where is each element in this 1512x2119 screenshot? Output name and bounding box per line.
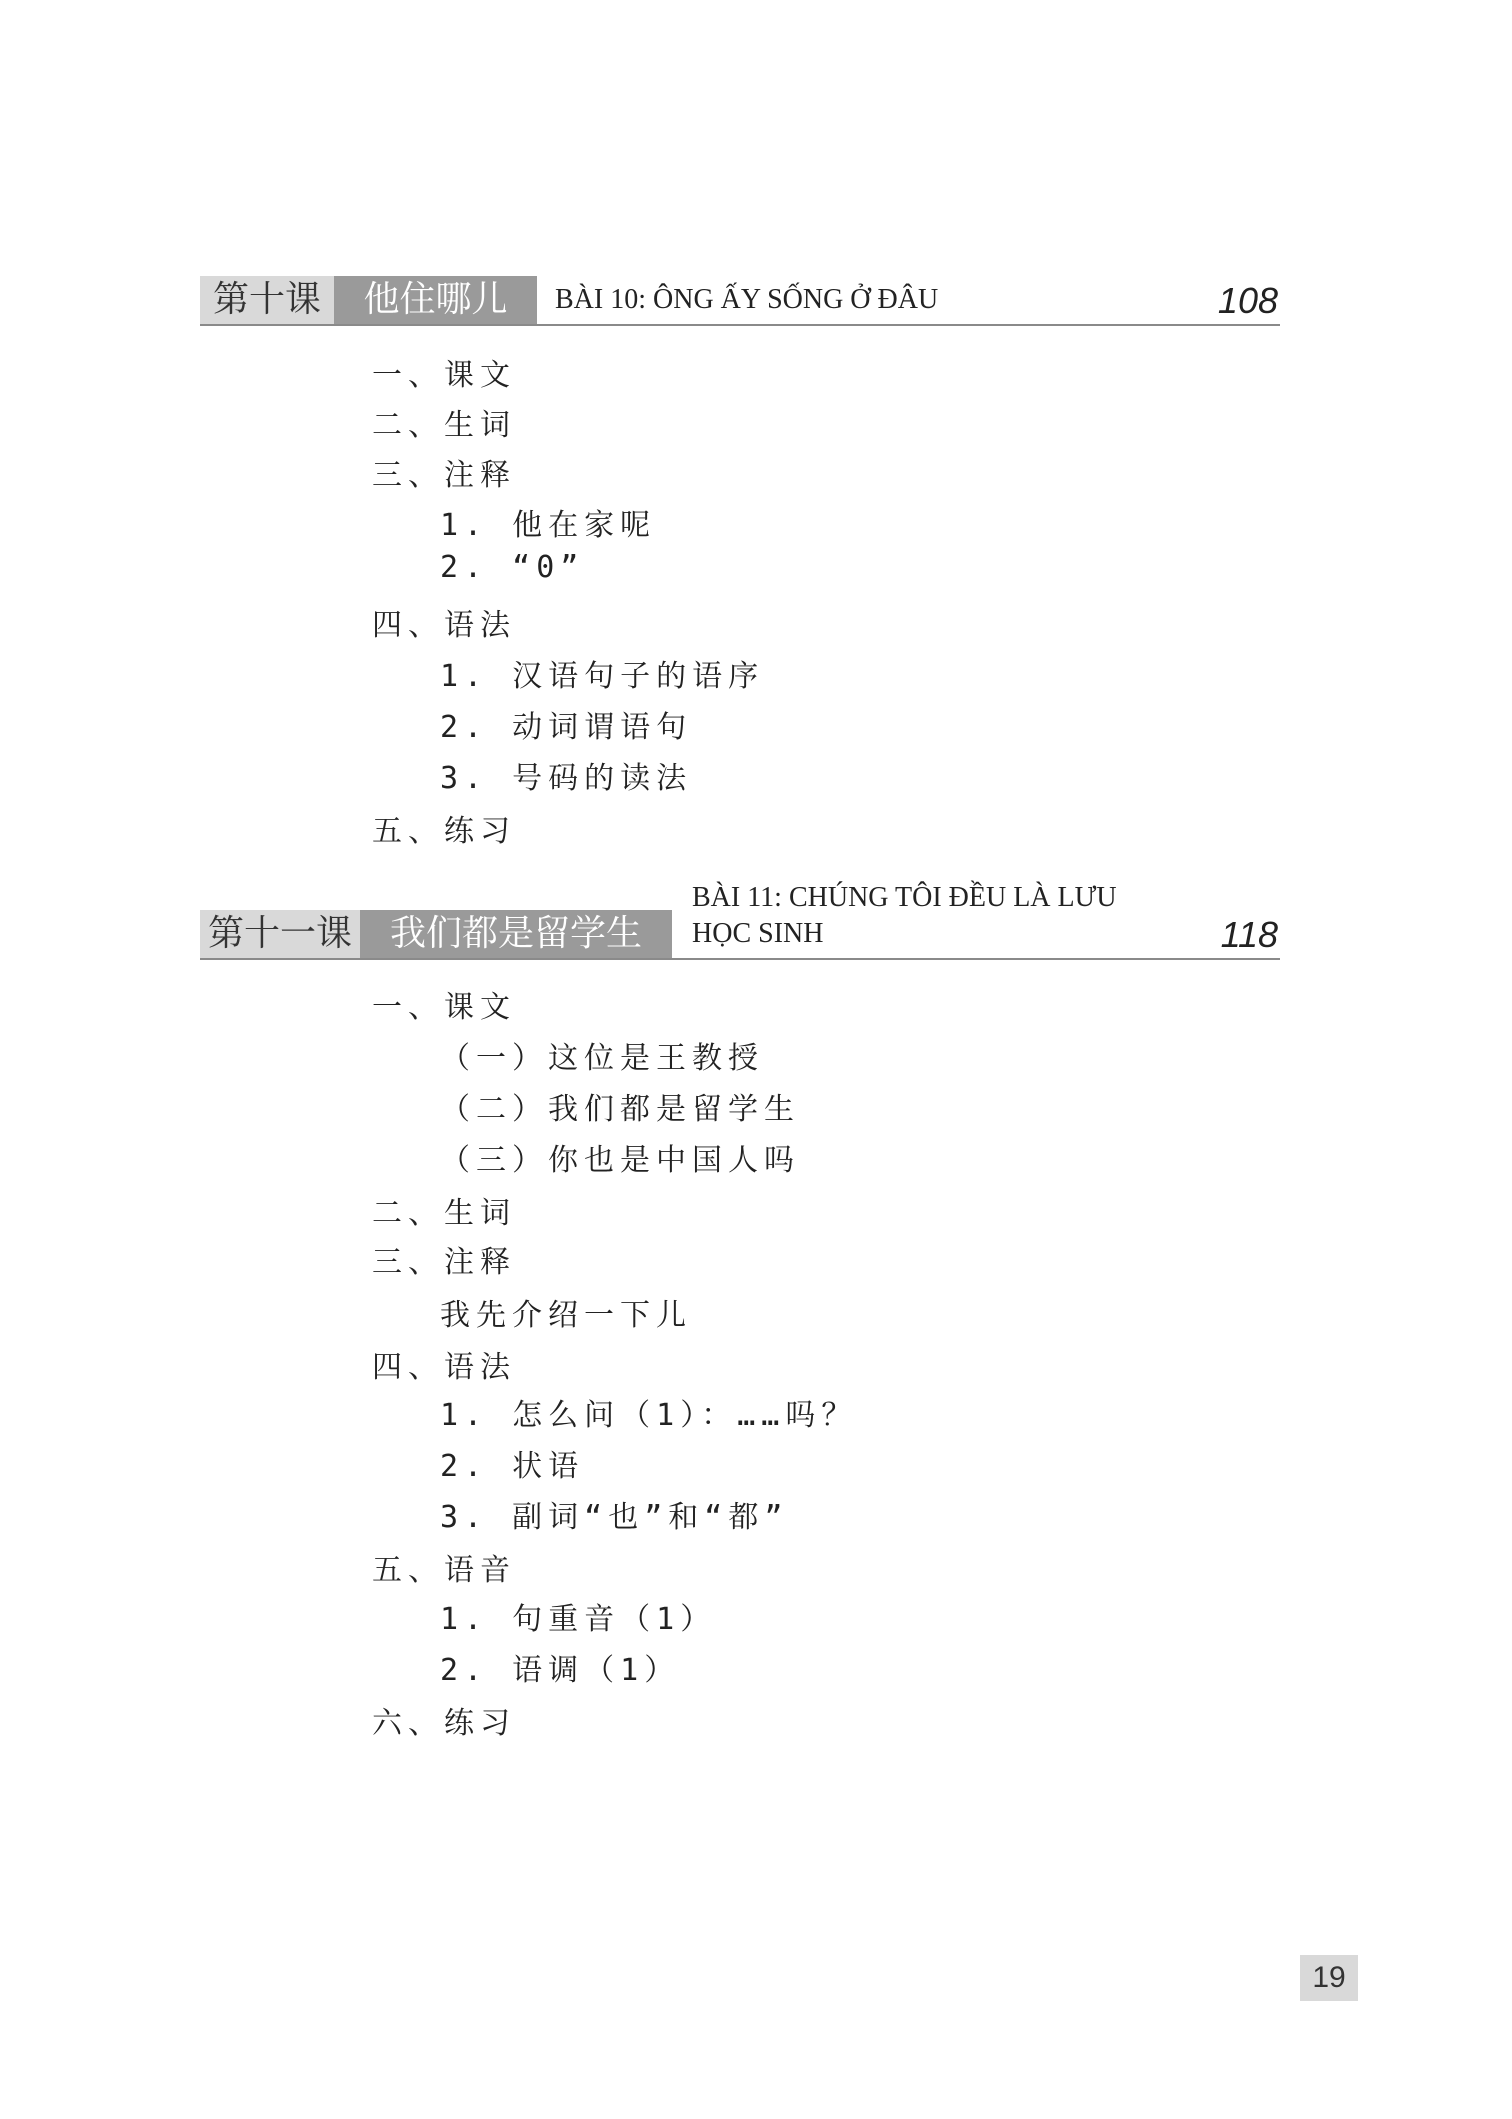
page-number: 19 (1300, 1955, 1358, 2001)
lesson-10-title-cn: 他住哪儿 (334, 276, 537, 324)
lesson-11-page-ref: 118 (1220, 914, 1278, 955)
lesson-11-title-vn-line2: HỌC SINH (692, 918, 824, 949)
toc-item: 一、课文 (372, 358, 516, 393)
lesson-10-number: 第十课 (200, 276, 334, 324)
toc-subitem: （一）这位是王教授 (440, 1041, 764, 1076)
toc-item: 五、语音 (372, 1553, 516, 1588)
toc-item: 四、语法 (372, 608, 516, 643)
lesson-10-header (200, 276, 1280, 326)
toc-item: 四、语法 (372, 1350, 516, 1385)
toc-subitem: 我先介绍一下儿 (440, 1298, 692, 1333)
toc-subitem: 2. 状语 (440, 1449, 585, 1484)
toc-subitem: 2. “0” (440, 550, 585, 585)
lesson-11-title-cn: 我们都是留学生 (360, 910, 672, 958)
toc-subitem: 1. 句重音（1） (440, 1602, 717, 1637)
toc-subitem: 2. 动词谓语句 (440, 710, 693, 745)
lesson-11-header (200, 882, 1280, 960)
toc-subitem: 1. 汉语句子的语序 (440, 659, 765, 694)
toc-item: 二、生词 (372, 408, 516, 443)
lesson-11-title-vn (692, 880, 1117, 952)
toc-subitem: 3. 副词“也”和“都” (440, 1500, 789, 1535)
toc-item: 六、练习 (372, 1706, 516, 1741)
toc-subitem: 3. 号码的读法 (440, 761, 693, 796)
toc-subitem: （三）你也是中国人吗 (440, 1143, 800, 1178)
toc-subitem: 1. 他在家呢 (440, 508, 657, 543)
toc-item: 二、生词 (372, 1196, 516, 1231)
toc-subitem: 2. 语调（1） (440, 1653, 681, 1688)
toc-subitem: （二）我们都是留学生 (440, 1092, 800, 1127)
lesson-10-page-ref: 108 (1217, 280, 1278, 321)
toc-item: 三、注释 (372, 458, 516, 493)
toc-item: 三、注释 (372, 1245, 516, 1280)
toc-item: 五、练习 (372, 814, 516, 849)
lesson-10-title-vn: BÀI 10: ÔNG ẤY SỐNG Ở ĐÂU (555, 284, 939, 315)
toc-item: 一、课文 (372, 990, 516, 1025)
lesson-11-title-vn-line1: BÀI 11: CHÚNG TÔI ĐỀU LÀ LƯU (692, 882, 1117, 913)
lesson-11-number: 第十一课 (200, 910, 360, 958)
toc-subitem: 1. 怎么问（1）：……吗？ (440, 1398, 858, 1433)
